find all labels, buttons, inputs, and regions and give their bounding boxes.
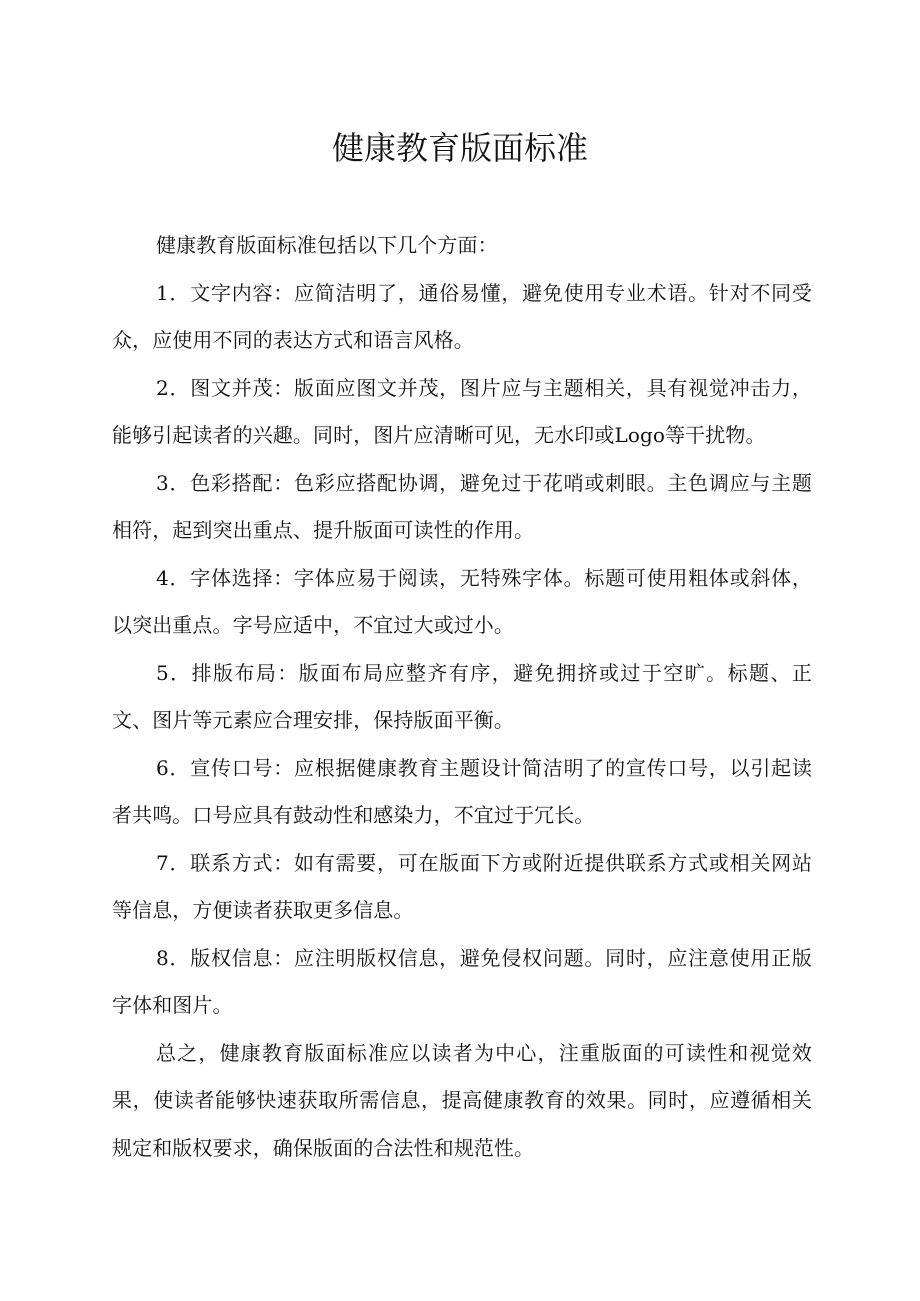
item-paragraph-6: 6．宣传口号：应根据健康教育主题设计简洁明了的宣传口号，以引起读者共鸣。口号应具有鼓动性和感染力，不宜过于冗长。 xyxy=(112,755,812,827)
conclusion-paragraph: 总之，健康教育版面标准应以读者为中心，注重版面的可读性和视觉效果，使读者能够快速获取所需信息，提高健康教育的效果。同时，应遵循相关规定和版权要求，确保版面的合法性和规范性。 xyxy=(112,1040,812,1160)
item-paragraph-4: 4．字体选择：字体应易于阅读，无特殊字体。标题可使用粗体或斜体，以突出重点。字号应适中，不宜过大或过小。 xyxy=(112,565,812,637)
intro-paragraph: 健康教育版面标准包括以下几个方面： xyxy=(156,233,498,257)
item-paragraph-8: 8．版权信息：应注明版权信息，避免侵权问题。同时，应注意使用正版字体和图片。 xyxy=(112,945,812,1017)
item-paragraph-5: 5．排版布局：版面布局应整齐有序，避免拥挤或过于空旷。标题、正文、图片等元素应合理安排，保持版面平衡。 xyxy=(112,660,812,732)
item-paragraph-7: 7．联系方式：如有需要，可在版面下方或附近提供联系方式或相关网站等信息，方便读者获取更多信息。 xyxy=(112,850,812,922)
item-paragraph-2: 2．图文并茂：版面应图文并茂，图片应与主题相关，具有视觉冲击力，能够引起读者的兴趣。同时，图片应清晰可见，无水印或Logo等干扰物。 xyxy=(112,375,812,447)
item-paragraph-1: 1．文字内容：应简洁明了，通俗易懂，避免使用专业术语。针对不同受众，应使用不同的表达方式和语言风格。 xyxy=(112,280,812,352)
page-title: 健康教育版面标准 xyxy=(331,129,588,167)
document-body xyxy=(112,222,812,1172)
item-paragraph-3: 3．色彩搭配：色彩应搭配协调，避免过于花哨或刺眼。主色调应与主题相符，起到突出重点、提升版面可读性的作用。 xyxy=(112,470,812,542)
